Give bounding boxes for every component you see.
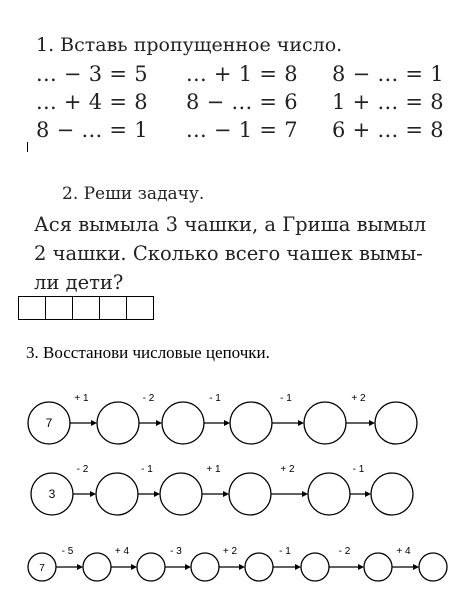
arrow-head: [358, 564, 364, 570]
chain-operation: - 1: [280, 393, 292, 404]
arrow-head: [365, 491, 371, 497]
chain-operation: - 2: [76, 464, 89, 475]
chain-blank-circle[interactable]: [96, 473, 138, 515]
chain-operation: + 2: [222, 546, 238, 557]
chain-blank-circle[interactable]: [160, 473, 202, 515]
chain-blank-circle[interactable]: [308, 473, 350, 515]
arrow-head: [77, 564, 83, 570]
arrow-head: [298, 420, 304, 426]
chain-operation: - 1: [352, 464, 365, 475]
chain-blank-circle[interactable]: [364, 553, 392, 581]
chain-start-value: 7: [45, 416, 53, 430]
problem-line: Ася вымыла 3 чашки, а Гриша вымыл: [34, 213, 427, 236]
chain-start-value: 7: [39, 563, 45, 574]
number-chain: [28, 393, 417, 444]
arrow-head: [302, 491, 308, 497]
problem-line: ли дети?: [34, 271, 124, 294]
chain-operation: + 1: [206, 464, 221, 475]
arrow-head: [413, 564, 419, 570]
chain-operation: - 5: [61, 546, 74, 557]
chain-operation: - 2: [338, 546, 351, 557]
equation: 1 + ... = 8: [332, 90, 444, 114]
equation: ... − 3 = 5: [36, 62, 148, 86]
chain-operation: - 1: [141, 464, 153, 475]
chain-operation: - 1: [209, 393, 221, 404]
equation: ... + 1 = 8: [186, 62, 298, 86]
arrow-head: [369, 420, 375, 426]
problem-line: 2 чашки. Сколько всего чашек вымы-: [34, 242, 423, 265]
chain-blank-circle[interactable]: [162, 402, 204, 444]
chain-operation: + 4: [114, 546, 130, 557]
task1-title: 1. Вставь пропущенное число.: [36, 34, 343, 56]
chain-blank-circle[interactable]: [137, 553, 165, 581]
chain-blank-circle[interactable]: [301, 553, 329, 581]
chain-operation: + 1: [74, 393, 89, 404]
equation: 8 − ... = 1: [332, 62, 444, 86]
equation: 8 − ... = 1: [36, 118, 148, 142]
chain-operation: - 3: [170, 546, 182, 557]
chain-blank-circle[interactable]: [229, 473, 271, 515]
equation: ... − 1 = 7: [186, 118, 298, 142]
task2-title: 2. Реши задачу.: [62, 184, 205, 204]
number-chain: [28, 546, 447, 581]
chain-operation: + 4: [396, 546, 411, 557]
arrow-head: [223, 491, 229, 497]
number-chain: [31, 464, 413, 515]
arrow-head: [154, 491, 160, 497]
arrow-head: [295, 564, 301, 570]
chain-blank-circle[interactable]: [245, 553, 273, 581]
chain-operation: - 1: [279, 546, 291, 557]
arrow-head: [131, 564, 137, 570]
chain-blank-circle[interactable]: [419, 553, 447, 581]
arrow-head: [91, 420, 97, 426]
arrow-head: [156, 420, 162, 426]
task3-title: 3. Восстанови числовые цепочки.: [26, 343, 270, 362]
chain-blank-circle[interactable]: [83, 553, 111, 581]
chain-operation: + 2: [280, 464, 295, 475]
chain-blank-circle[interactable]: [97, 402, 139, 444]
equation: ... + 4 = 8: [36, 90, 148, 114]
chain-blank-circle[interactable]: [375, 402, 417, 444]
arrow-head: [185, 564, 191, 570]
arrow-head: [239, 564, 245, 570]
chain-start-value: 3: [48, 487, 56, 501]
arrow-head: [90, 491, 96, 497]
equation: 8 − ... = 6: [186, 90, 298, 114]
chain-blank-circle[interactable]: [371, 473, 413, 515]
chain-operation: - 2: [142, 393, 155, 404]
equation: 6 + ... = 8: [332, 118, 444, 142]
arrow-head: [224, 420, 230, 426]
chain-blank-circle[interactable]: [304, 402, 346, 444]
chain-blank-circle[interactable]: [191, 553, 219, 581]
chain-blank-circle[interactable]: [230, 402, 272, 444]
chain-operation: + 2: [351, 393, 366, 404]
